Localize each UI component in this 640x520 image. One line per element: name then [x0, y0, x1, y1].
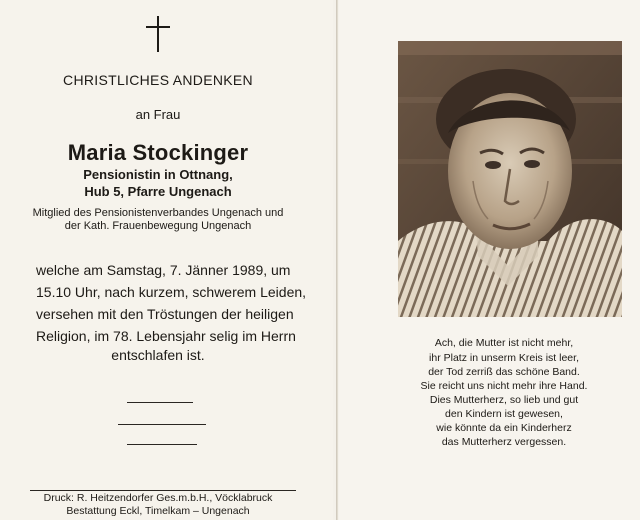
cross-icon [146, 16, 170, 52]
poem-line: der Tod zerriß das schöne Band. [428, 366, 580, 378]
poem-line: Sie reicht uns nicht mehr ihre Hand. [420, 380, 588, 392]
portrait-photo [398, 41, 622, 317]
poem-line: Dies Mutterherz, so lieb und gut [429, 394, 579, 406]
poem-line: wie könnte da ein Kinderherz [436, 422, 572, 434]
poem-line: den Kindern ist gewesen, [445, 408, 563, 420]
divider-line [127, 402, 193, 403]
deceased-name: Maria Stockinger [67, 140, 249, 165]
heading: CHRISTLICHES ANDENKEN [63, 72, 253, 88]
membership-line-1: Mitglied des Pensionistenverbandes Ungenach und [32, 207, 284, 219]
body-text-line: versehen mit den Tröstungen der heiligen [36, 306, 294, 322]
occupation-line-2: Hub 5, Pfarre Ungenach [84, 184, 232, 199]
printer-line-2: Bestattung Eckl, Timelkam – Ungenach [66, 505, 250, 517]
body-text-line: welche am Samstag, 7. Jänner 1989, um [36, 262, 291, 278]
body-text-line: 15.10 Uhr, nach kurzem, schwerem Leiden, [36, 284, 307, 300]
body-text-line: Religion, im 78. Lebensjahr selig im Herrn [36, 328, 296, 344]
poem-line: das Mutterherz vergessen. [441, 436, 567, 448]
poem-line: Ach, die Mutter ist nicht mehr, [434, 337, 574, 349]
divider-line [118, 424, 206, 425]
occupation-line-1: Pensionistin in Ottnang, [83, 167, 233, 182]
printer-line-1: Druck: R. Heitzendorfer Ges.m.b.H., Vöcklabruck [43, 492, 273, 504]
salutation: an Frau [135, 107, 181, 122]
poem-line: ihr Platz in unserm Kreis ist leer, [429, 352, 579, 364]
printer-rule [30, 490, 296, 491]
portrait-image [398, 41, 622, 317]
body-text-line: entschlafen ist. [111, 347, 205, 363]
membership-line-2: der Kath. Frauenbewegung Ungenach [64, 220, 252, 232]
card-fold [336, 0, 338, 520]
divider-line [127, 444, 197, 445]
